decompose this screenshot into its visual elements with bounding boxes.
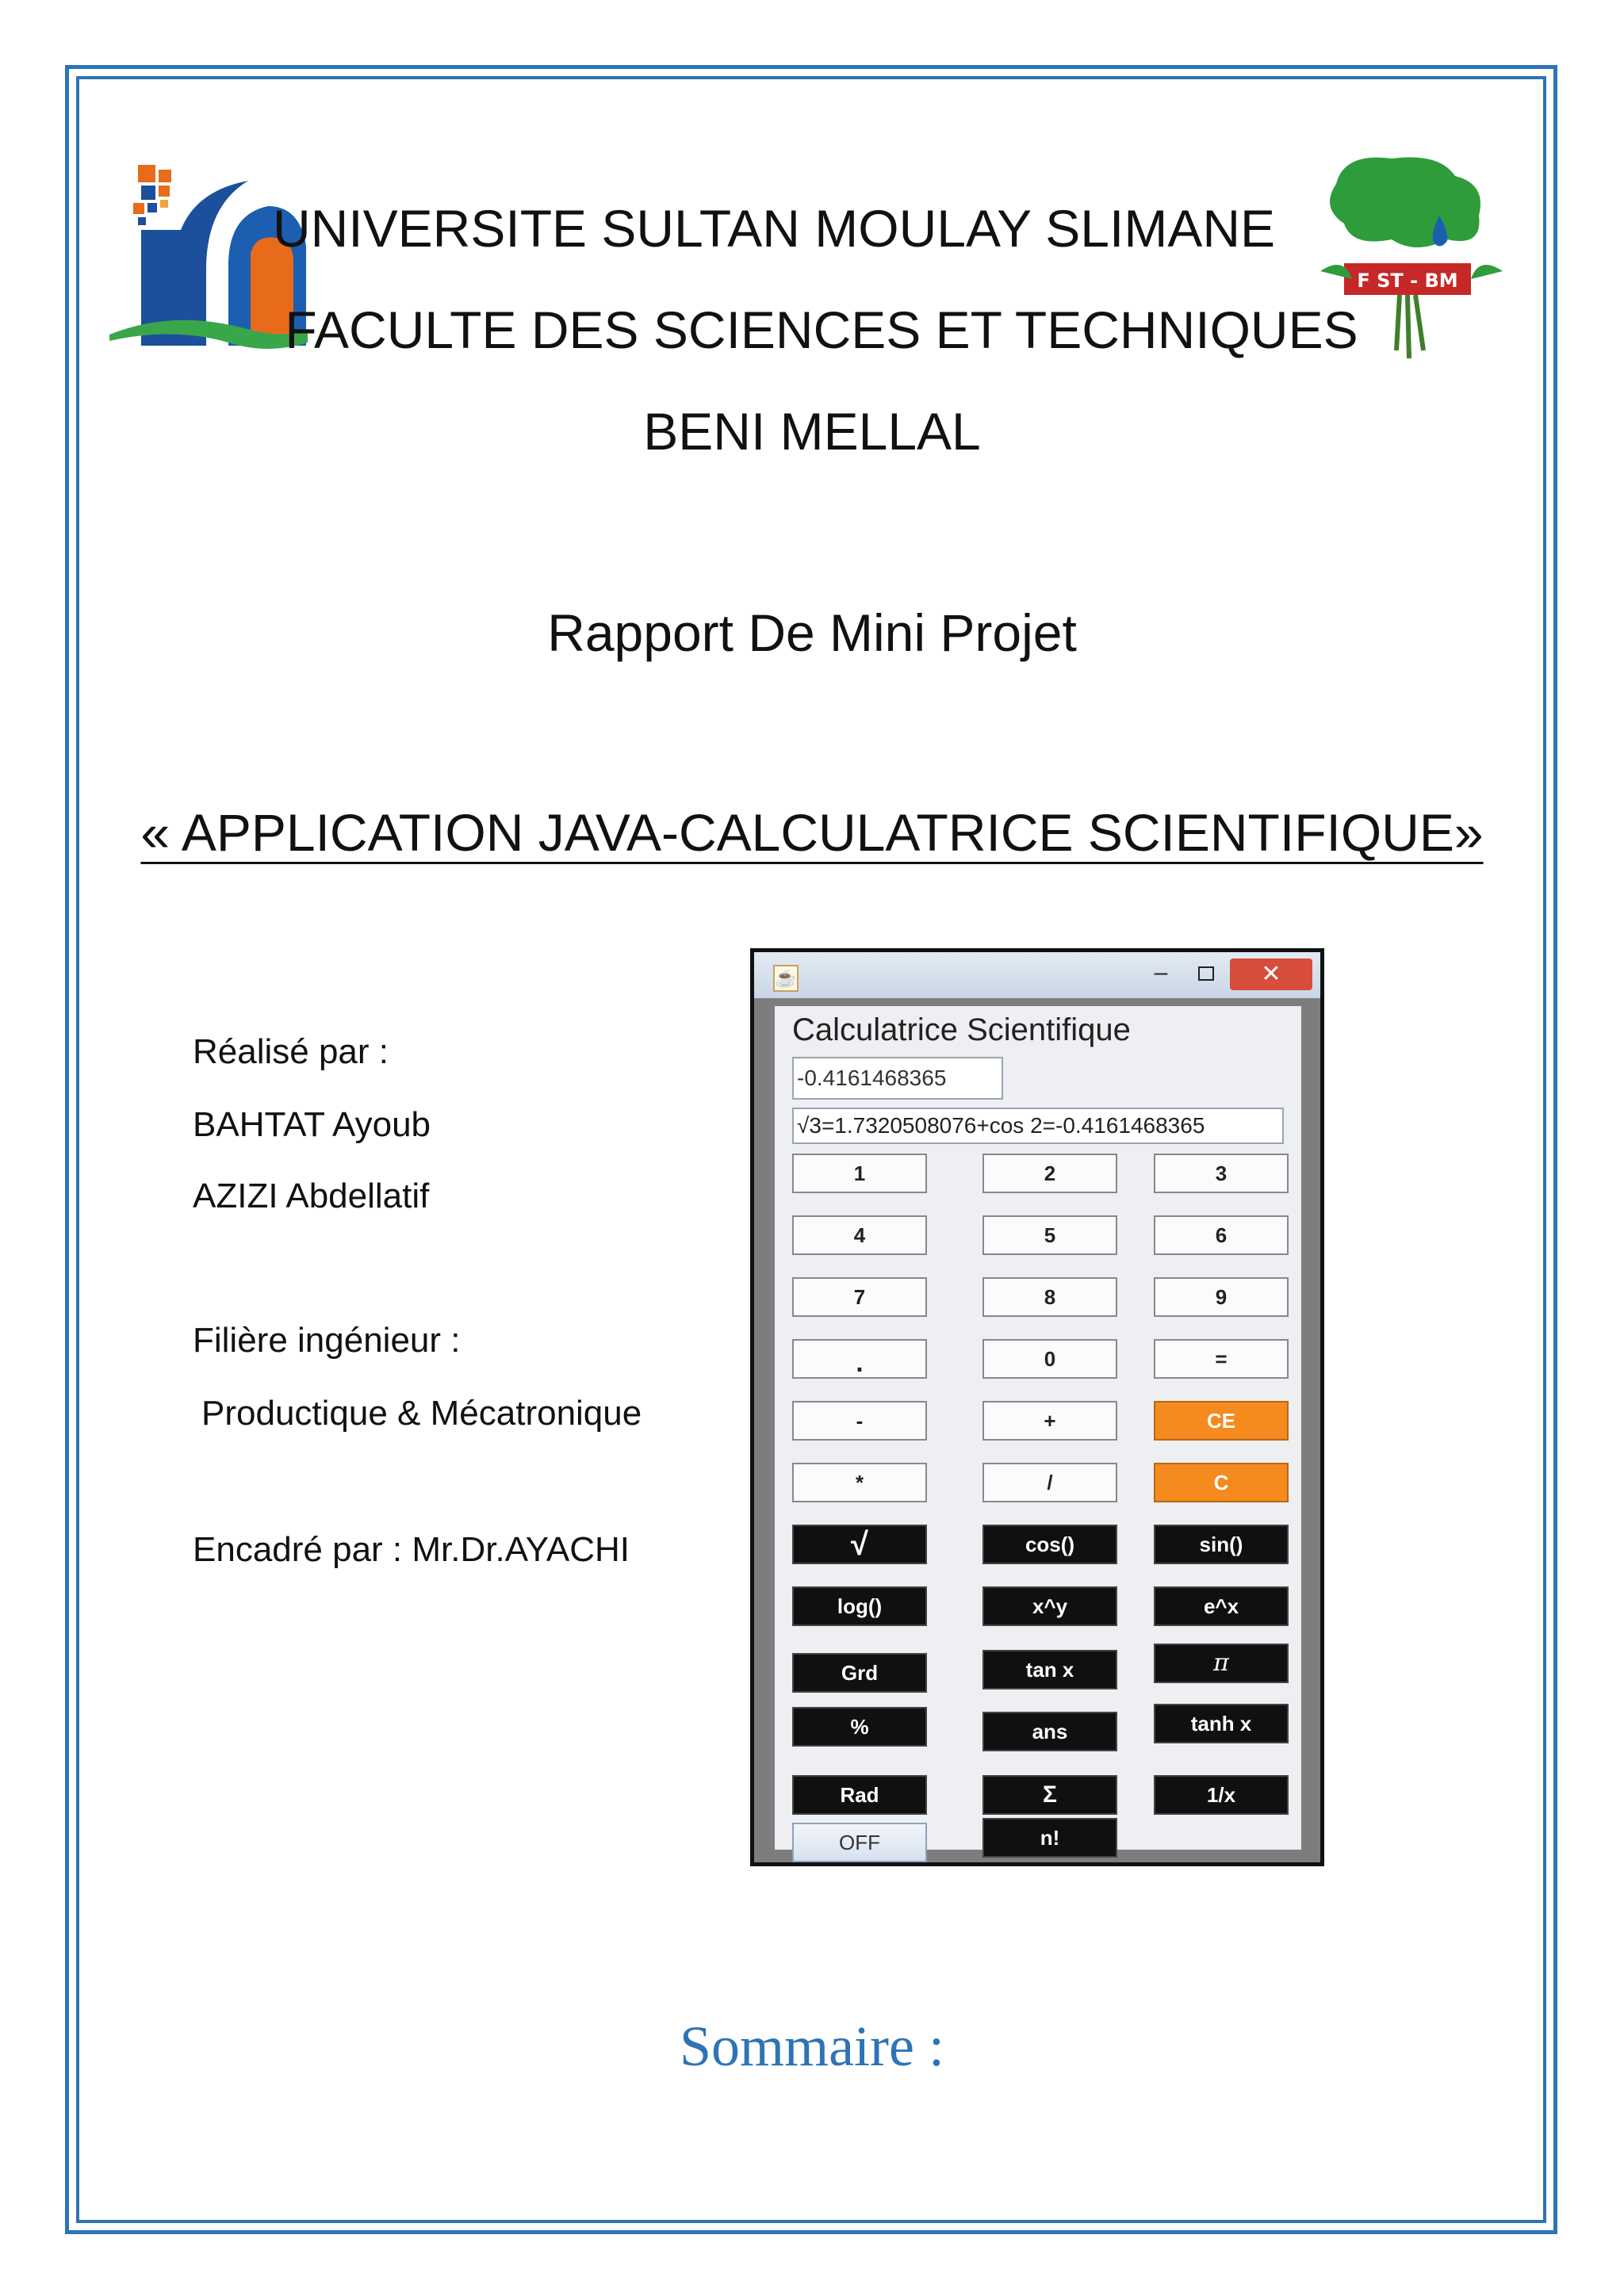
university-name: UNIVERSITE SULTAN MOULAY SLIMANE bbox=[272, 199, 1276, 258]
button-factorial[interactable]: n! bbox=[982, 1818, 1117, 1858]
button-rad[interactable]: Rad bbox=[792, 1775, 927, 1815]
minimize-button[interactable]: – bbox=[1154, 959, 1168, 985]
report-type: Rapport De Mini Projet bbox=[547, 603, 1077, 662]
button-tanh[interactable]: tanh x bbox=[1154, 1704, 1289, 1743]
city-name: BENI MELLAL bbox=[643, 402, 981, 461]
button-4[interactable]: 4 bbox=[792, 1215, 927, 1255]
button-power[interactable]: x^y bbox=[982, 1586, 1117, 1626]
result-display[interactable]: -0.4161468365 bbox=[792, 1057, 1003, 1100]
author-1: BAHTAT Ayoub bbox=[193, 1105, 431, 1144]
button-2[interactable]: 2 bbox=[982, 1154, 1117, 1193]
button-pi[interactable]: π bbox=[1154, 1644, 1289, 1683]
svg-text:F ST - BM: F ST - BM bbox=[1357, 270, 1458, 292]
calculator-window bbox=[750, 948, 1324, 1866]
button-tan[interactable]: tan x bbox=[982, 1650, 1117, 1689]
button-divide[interactable]: / bbox=[982, 1463, 1117, 1502]
button-multiply[interactable]: * bbox=[792, 1463, 927, 1502]
button-decimal[interactable]: . bbox=[792, 1339, 927, 1379]
button-minus[interactable]: - bbox=[792, 1401, 927, 1441]
faculty-name: FACULTE DES SCIENCES ET TECHNIQUES bbox=[285, 300, 1358, 359]
close-button[interactable]: ✕ bbox=[1230, 959, 1312, 990]
button-ce[interactable]: CE bbox=[1154, 1401, 1289, 1441]
author-2: AZIZI Abdellatif bbox=[193, 1177, 430, 1215]
button-clear[interactable]: C bbox=[1154, 1463, 1289, 1502]
supervisor: Encadré par : Mr.Dr.AYACHI bbox=[193, 1530, 630, 1569]
button-percent[interactable]: % bbox=[792, 1707, 927, 1747]
maximize-button[interactable] bbox=[1187, 962, 1224, 987]
window-titlebar bbox=[754, 952, 1320, 998]
button-6[interactable]: 6 bbox=[1154, 1215, 1289, 1255]
java-icon: ☕ bbox=[773, 965, 799, 992]
realise-label: Réalisé par : bbox=[193, 1032, 389, 1071]
button-0[interactable]: 0 bbox=[982, 1339, 1117, 1379]
button-3[interactable]: 3 bbox=[1154, 1154, 1289, 1193]
button-exp[interactable]: e^x bbox=[1154, 1586, 1289, 1626]
filiere-value: Productique & Mécatronique bbox=[201, 1394, 642, 1433]
calculator-panel bbox=[775, 1006, 1301, 1854]
button-ans[interactable]: ans bbox=[982, 1712, 1117, 1751]
sommaire-heading: Sommaire : bbox=[680, 2015, 944, 2078]
button-8[interactable]: 8 bbox=[982, 1277, 1117, 1317]
button-7[interactable]: 7 bbox=[792, 1277, 927, 1317]
button-off[interactable]: OFF bbox=[792, 1823, 927, 1862]
button-sqrt[interactable]: √ bbox=[792, 1525, 927, 1564]
calculator-title: Calculatrice Scientifique bbox=[792, 1012, 1131, 1047]
maximize-icon bbox=[1198, 966, 1214, 981]
button-log[interactable]: log() bbox=[792, 1586, 927, 1626]
button-sin[interactable]: sin() bbox=[1154, 1525, 1289, 1564]
button-5[interactable]: 5 bbox=[982, 1215, 1117, 1255]
button-1[interactable]: 1 bbox=[792, 1154, 927, 1193]
button-equals[interactable]: = bbox=[1154, 1339, 1289, 1379]
history-display[interactable]: √3=1.7320508076+cos 2=-0.4161468365 bbox=[792, 1108, 1284, 1144]
button-9[interactable]: 9 bbox=[1154, 1277, 1289, 1317]
button-cos[interactable]: cos() bbox=[982, 1525, 1117, 1564]
button-grd[interactable]: Grd bbox=[792, 1653, 927, 1693]
filiere-label: Filière ingénieur : bbox=[193, 1321, 461, 1360]
button-plus[interactable]: + bbox=[982, 1401, 1117, 1441]
project-subject: « APPLICATION JAVA-CALCULATRICE SCIENTIFIQUE» bbox=[140, 803, 1484, 862]
button-reciprocal[interactable]: 1/x bbox=[1154, 1775, 1289, 1815]
button-sum[interactable]: Σ bbox=[982, 1775, 1117, 1815]
